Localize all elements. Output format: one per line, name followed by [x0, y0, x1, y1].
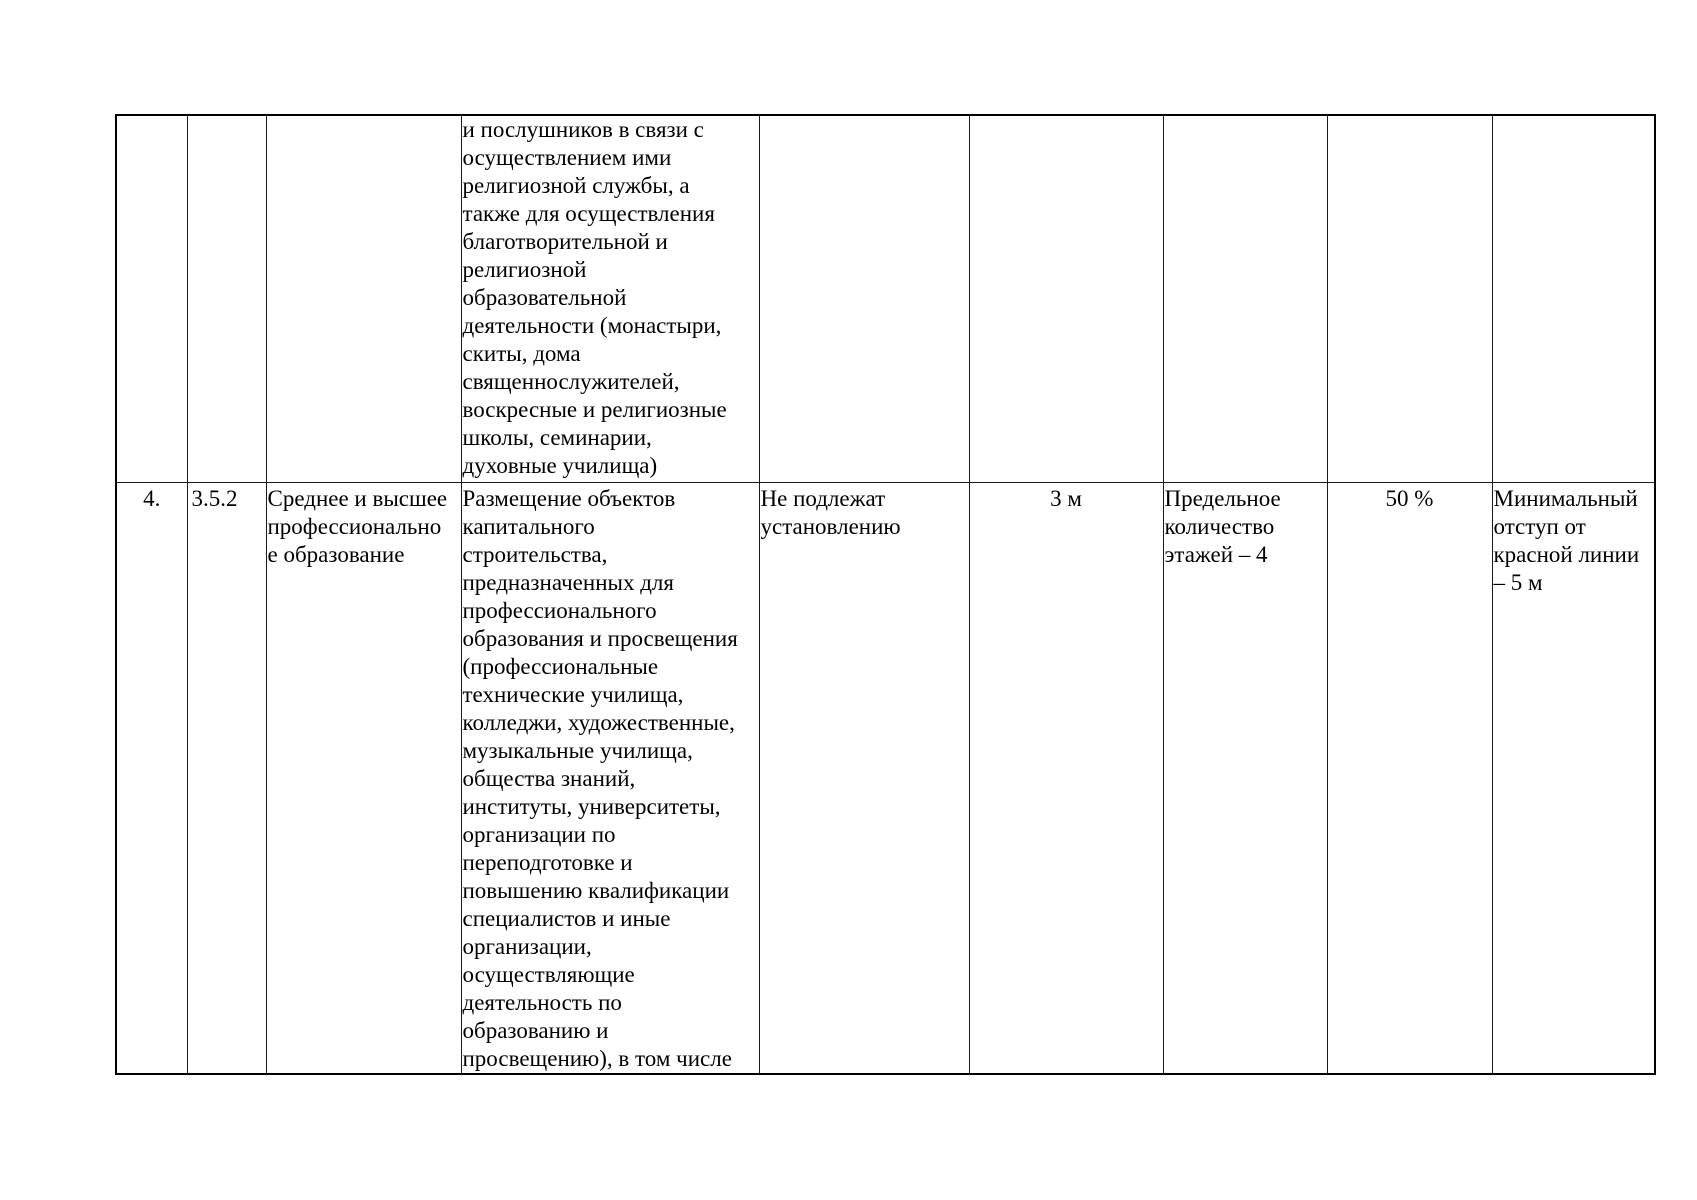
description-line: музыкальные училища,: [462, 738, 693, 763]
description-line: Размещение объектов: [462, 486, 676, 511]
other-params-cell: [1492, 115, 1655, 483]
use-name-line: профессионально: [267, 514, 442, 539]
floors-line: Предельное: [1164, 486, 1281, 511]
description-line: просвещению), в том числе: [462, 1046, 732, 1071]
regulations-table: [115, 114, 1656, 1075]
description-line: осуществлением ими: [462, 145, 672, 170]
use-name-line: е образование: [267, 542, 405, 567]
description-line: переподготовке и: [462, 850, 633, 875]
description-line: специалистов и иные: [462, 906, 671, 931]
coverage-cell: 50 %: [1327, 483, 1492, 1075]
other-params-line: красной линии: [1493, 542, 1640, 567]
description-cell: [461, 115, 759, 483]
description-line: скиты, дома: [462, 341, 581, 366]
description-line: деятельность по: [462, 990, 622, 1015]
use-name-cell: [266, 483, 461, 1075]
other-params-line: Минимальный: [1493, 486, 1638, 511]
floors-line: количество: [1164, 514, 1275, 539]
description-line: также для осуществления: [462, 201, 715, 226]
table-row: [116, 483, 1655, 1075]
description-line: колледжи, художественные,: [462, 710, 735, 735]
use-name-line: Среднее и высшее: [267, 486, 448, 511]
other-params-line: – 5 м: [1493, 570, 1543, 595]
description-line: технические училища,: [462, 682, 684, 707]
plot-size-cell: [759, 483, 969, 1075]
description-line: благотворительной и: [462, 229, 668, 254]
row-number-cell: [116, 115, 187, 483]
description-line: и послушников в связи с: [462, 117, 704, 142]
description-line: общества знаний,: [462, 766, 636, 791]
description-line: священнослужителей,: [462, 369, 680, 394]
floors-cell: [1163, 483, 1327, 1075]
description-line: деятельности (монастыри,: [462, 313, 722, 338]
description-line: организации,: [462, 934, 592, 959]
plot-size-cell: [759, 115, 969, 483]
description-line: религиозной службы, а: [462, 173, 690, 198]
other-params-line: отступ от: [1493, 514, 1586, 539]
description-line: духовные училища): [462, 453, 658, 478]
description-line: строительства,: [462, 542, 608, 567]
row-number-cell: 4.: [116, 483, 187, 1075]
coverage-cell: [1327, 115, 1492, 483]
setback-cell: 3 м: [969, 483, 1163, 1075]
table-row: [116, 115, 1655, 483]
code-cell: 3.5.2: [187, 483, 266, 1075]
description-cell: [461, 483, 759, 1075]
description-line: профессионального: [462, 598, 657, 623]
floors-cell: [1163, 115, 1327, 483]
description-line: образования и просвещения: [462, 626, 738, 651]
description-line: (профессиональные: [462, 654, 659, 679]
description-line: институты, университеты,: [462, 794, 721, 819]
plot-size-line: установлению: [760, 514, 901, 539]
description-line: предназначенных для: [462, 570, 674, 595]
plot-size-line: Не подлежат: [760, 486, 886, 511]
description-line: осуществляющие: [462, 962, 635, 987]
description-line: повышению квалификации: [462, 878, 730, 903]
description-line: капитального: [462, 514, 595, 539]
use-name-cell: [266, 115, 461, 483]
description-line: религиозной: [462, 257, 587, 282]
description-line: школы, семинарии,: [462, 425, 652, 450]
description-line: образовательной: [462, 285, 627, 310]
setback-cell: [969, 115, 1163, 483]
floors-line: этажей – 4: [1164, 542, 1268, 567]
description-line: образованию и: [462, 1018, 609, 1043]
description-line: воскресные и религиозные: [462, 397, 727, 422]
description-line: организации по: [462, 822, 616, 847]
other-params-cell: [1492, 483, 1655, 1075]
code-cell: [187, 115, 266, 483]
